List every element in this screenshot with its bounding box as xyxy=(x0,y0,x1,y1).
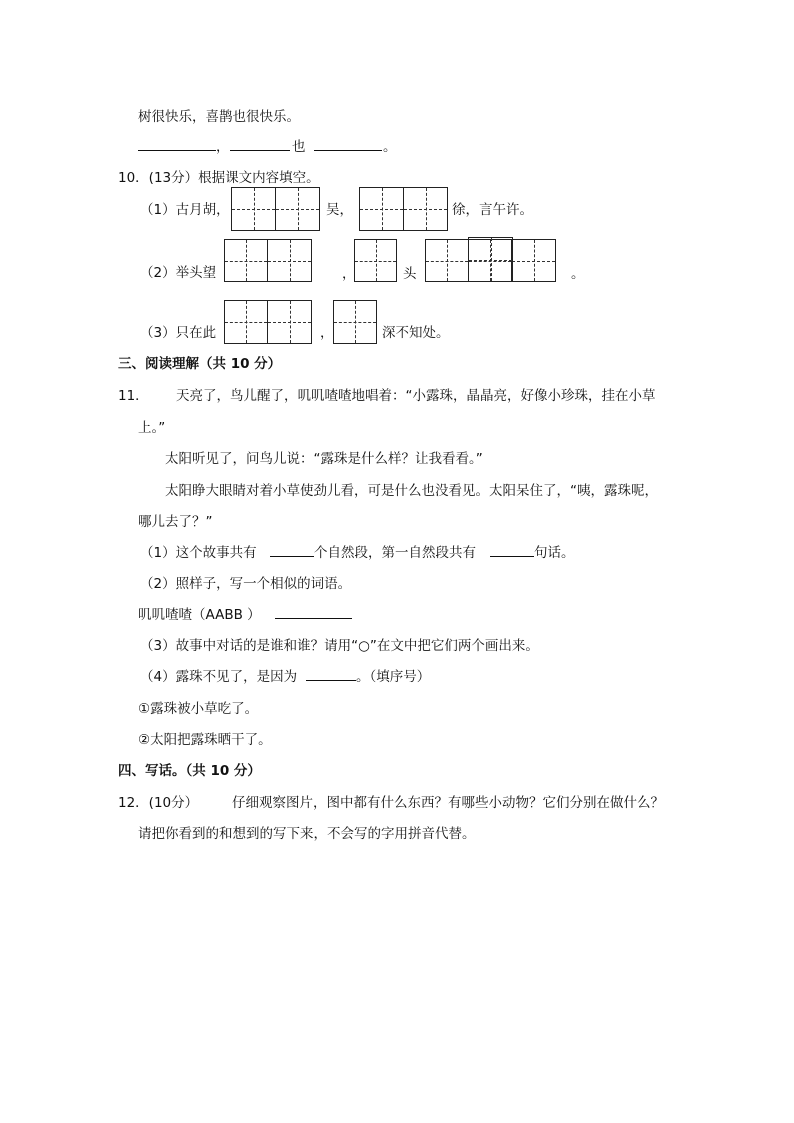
q11-sub3: （3）故事中对话的是谁和谁？请用“○”在文中把它们两个画出来。 xyxy=(140,638,539,654)
section3-heading: 三、阅读理解（共 10 分） xyxy=(118,356,282,372)
grid-cell[interactable] xyxy=(276,188,319,230)
q11-sub4-b: 。（填序号） xyxy=(356,669,431,685)
q11-sub1-c: 句话。 xyxy=(534,545,575,561)
q11-para1-line1: 天亮了，鸟儿醒了，叽叽喳喳地唱着：“小露珠，晶晶亮，好像小珍珠，挂在小草 xyxy=(176,388,656,404)
q10-p3-comma: ， xyxy=(320,325,334,341)
q10-p2-mid: 头 xyxy=(403,266,417,282)
q10-p1-prefix: （1）古月胡， xyxy=(140,202,230,218)
grid-cell[interactable] xyxy=(426,240,469,281)
q11-number: 11． xyxy=(118,388,149,404)
answer-blank[interactable] xyxy=(270,556,314,557)
answer-blank[interactable] xyxy=(490,556,534,557)
q9-sentence: 树很快乐，喜鹊也很快乐。 xyxy=(138,109,300,125)
q11-sub2: （2）照样子，写一个相似的词语。 xyxy=(140,576,352,592)
section4-heading: 四、写话。（共 10 分） xyxy=(118,763,261,779)
q10-p1-mid: 吴， xyxy=(326,202,353,218)
q11-option-1: ①露珠被小草吃了。 xyxy=(138,701,259,717)
q9-period: 。 xyxy=(383,139,397,155)
writing-grid[interactable] xyxy=(354,239,397,282)
grid-cell[interactable] xyxy=(225,240,268,281)
grid-cell[interactable] xyxy=(360,188,404,230)
grid-cell[interactable] xyxy=(512,240,555,281)
answer-blank[interactable] xyxy=(314,150,382,151)
writing-grid[interactable] xyxy=(359,187,448,231)
q11-option-2: ②太阳把露珠晒干了。 xyxy=(138,732,272,748)
answer-blank[interactable] xyxy=(230,150,290,151)
grid-cell[interactable] xyxy=(268,301,311,343)
q10-p2-prefix: （2）举头望 xyxy=(140,265,217,281)
q11-para2: 太阳听见了，问鸟儿说：“露珠是什么样？让我看看。” xyxy=(165,451,483,467)
q12-line1: 仔细观察图片，图中都有什么东西？有哪些小动物？它们分别在做什么？ xyxy=(232,795,664,811)
writing-grid[interactable] xyxy=(231,187,320,231)
grid-cell[interactable] xyxy=(355,240,396,281)
q11-para3-line1: 太阳睁大眼睛对着小草使劲儿看，可是什么也没看见。太阳呆住了，“咦，露珠呢， xyxy=(165,483,658,499)
q10-p2-comma: ， xyxy=(342,266,356,282)
grid-cell[interactable] xyxy=(232,188,276,230)
q10-p1-suffix: 徐，言午许。 xyxy=(452,202,533,218)
q11-para3-line2: 哪儿去了？” xyxy=(138,514,213,530)
q11-sub2-example: 叽叽喳喳（AABB ） xyxy=(138,607,261,623)
answer-blank[interactable] xyxy=(138,150,216,151)
grid-cell[interactable] xyxy=(334,301,376,343)
q10-p3-suffix: 深不知处。 xyxy=(382,325,450,341)
q9-also: 也 xyxy=(292,139,306,155)
grid-cell[interactable] xyxy=(225,301,268,343)
grid-cell[interactable] xyxy=(404,188,447,230)
writing-grid[interactable] xyxy=(224,300,312,344)
q10-p2-end: 。 xyxy=(571,266,585,282)
q11-sub1-b: 个自然段，第一自然段共有 xyxy=(314,545,476,561)
answer-blank[interactable] xyxy=(275,618,352,619)
writing-grid-overlap xyxy=(468,237,513,282)
q11-sub1-a: （1）这个故事共有 xyxy=(140,545,257,561)
answer-blank[interactable] xyxy=(306,680,356,681)
q11-para1-line2: 上。” xyxy=(138,420,166,436)
q9-comma: ， xyxy=(216,139,230,155)
writing-grid[interactable] xyxy=(224,239,312,282)
q11-sub4-a: （4）露珠不见了，是因为 xyxy=(140,669,298,685)
q10-p3-prefix: （3）只在此 xyxy=(140,325,217,341)
q12-number: 12．(10分） xyxy=(118,795,199,811)
q10-heading: 10．(13分）根据课文内容填空。 xyxy=(118,170,320,186)
grid-cell[interactable] xyxy=(268,240,311,281)
grid-cell xyxy=(469,238,512,281)
writing-grid[interactable] xyxy=(333,300,377,344)
q12-line2: 请把你看到的和想到的写下来，不会写的字用拼音代替。 xyxy=(138,826,476,842)
